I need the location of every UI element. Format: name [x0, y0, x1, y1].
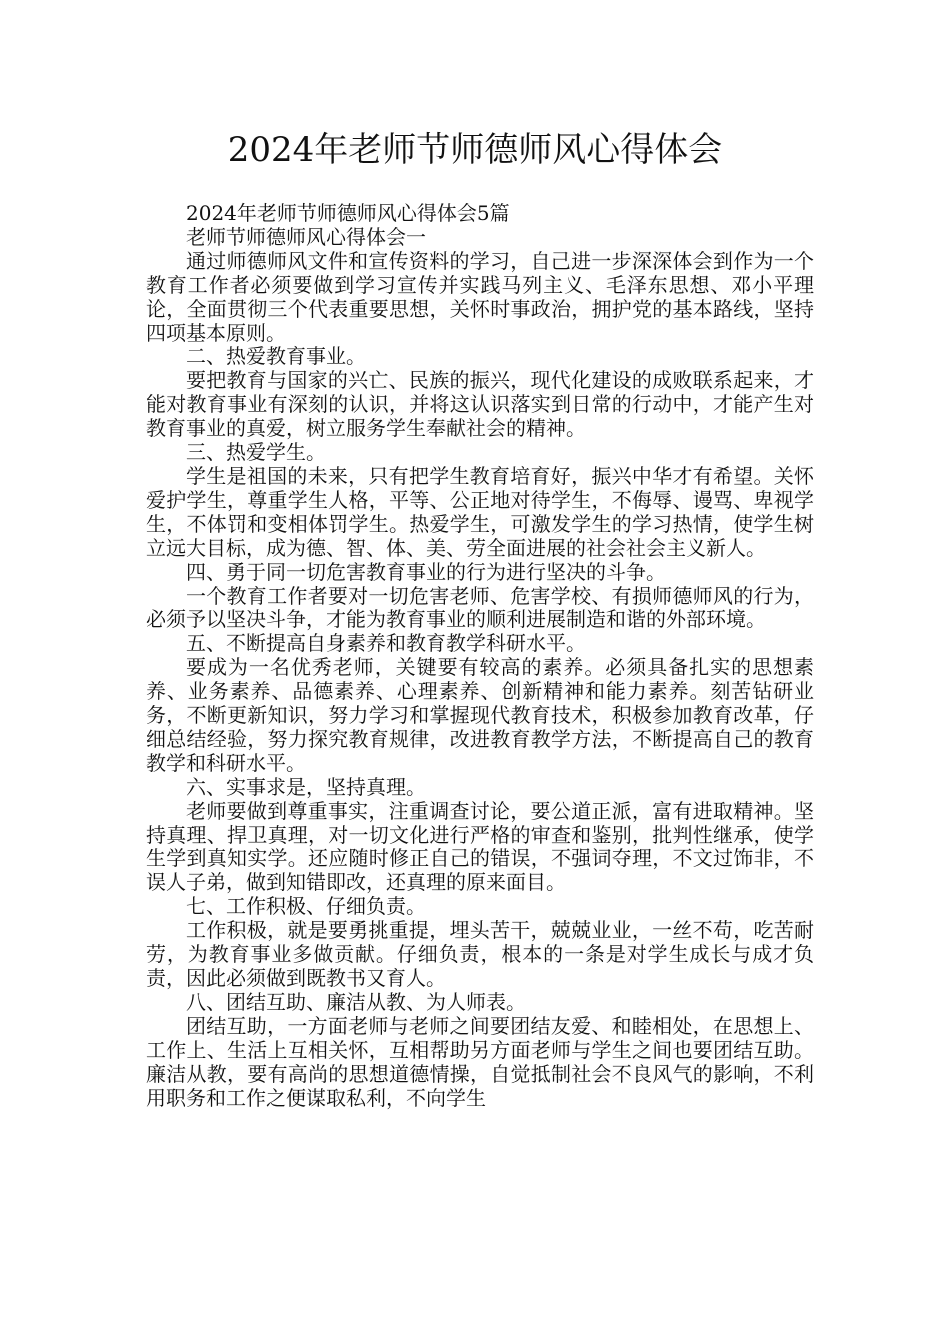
paragraph: 团结互助，一方面老师与老师之间要团结友爱、和睦相处，在思想上、工作上、生活上互相关怀，互相帮助另方面老师与学生之间也要团结互助。廉洁从教，要有高尚的思想道德情操，自觉抵制社会不良风气的影响，不利用职务和工作之便谋取私利，不向学生: [146, 1013, 814, 1110]
paragraph: 要成为一名优秀老师，关键要有较高的素养。必须具备扎实的思想素养、业务素养、品德素养、心理素养、创新精神和能力素养。刻苦钻研业务，不断更新知识，努力学习和掌握现代教育技术，积极参加教育改革，仔细总结经验，努力探究教育规律，改进教育教学方法，不断提高自己的教育教学和科研水平。: [146, 655, 814, 775]
paragraph: 学生是祖国的未来，只有把学生教育培育好，振兴中华才有希望。关怀爱护学生，尊重学生人格，平等、公正地对待学生，不侮辱、谩骂、卑视学生，不体罚和变相体罚学生。热爱学生，可激发学生的学习热情，使学生树立远大目标，成为德、智、体、美、劳全面进展的社会社会主义新人。: [146, 463, 814, 560]
paragraph-heading: 六、实事求是，坚持真理。: [186, 774, 426, 799]
paragraph-heading: 七、工作积极、仔细负责。: [186, 894, 426, 919]
paragraph-heading: 二、热爱教育事业。: [186, 344, 366, 369]
paragraph: 要把教育与国家的兴亡、民族的振兴，现代化建设的成败联系起来，才能对教育事业有深刻的认识，并将这认识落实到日常的行动中，才能产生对教育事业的真爱，树立服务学生奉献社会的精神。: [146, 368, 814, 441]
paragraph-heading: 五、不断提高自身素养和教育教学科研水平。: [186, 631, 586, 656]
paragraph: 通过师德师风文件和宣传资料的学习，自己进一步深深体会到作为一个教育工作者必须要做到学习宣传并实践马列主义、毛泽东思想、邓小平理论，全面贯彻三个代表重要思想，关怀时事政治，拥护党的基本路线，坚持四项基本原则。: [146, 248, 814, 345]
paragraph-heading: 三、热爱学生。: [186, 440, 326, 465]
paragraph: 老师要做到尊重事实，注重调查讨论，要公道正派，富有进取精神。坚持真理、捍卫真理，对一切文化进行严格的审查和鉴别，批判性继承，使学生学到真知实学。还应随时修正自己的错误，不强词夺理，不文过饰非，不误人子弟，做到知错即改，还真理的原来面目。: [146, 798, 814, 895]
paragraph: 一个教育工作者要对一切危害老师、危害学校、有损师德师风的行为，必须予以坚决斗争，才能为教育事业的顺利进展制造和谐的外部环境。: [146, 583, 814, 632]
paragraph-heading: 八、团结互助、廉洁从教、为人师表。: [186, 989, 526, 1014]
paragraph-heading: 四、勇于同一切危害教育事业的行为进行坚决的斗争。: [186, 559, 666, 584]
paragraph: 工作积极，就是要勇挑重提，埋头苦干，兢兢业业，一丝不苟，吃苦耐劳，为教育事业多做贡献。仔细负责，根本的一条是对学生成长与成才负责，因此必须做到既教书又育人。: [146, 918, 814, 990]
document-title: 2024年老师节师德师风心得体会: [227, 130, 723, 170]
paragraph-subtitle: 2024年老师节师德师风心得体会5篇: [186, 201, 510, 225]
document-body: [146, 202, 814, 1110]
paragraph-section-heading: 老师节师德师风心得体会一: [186, 224, 426, 249]
